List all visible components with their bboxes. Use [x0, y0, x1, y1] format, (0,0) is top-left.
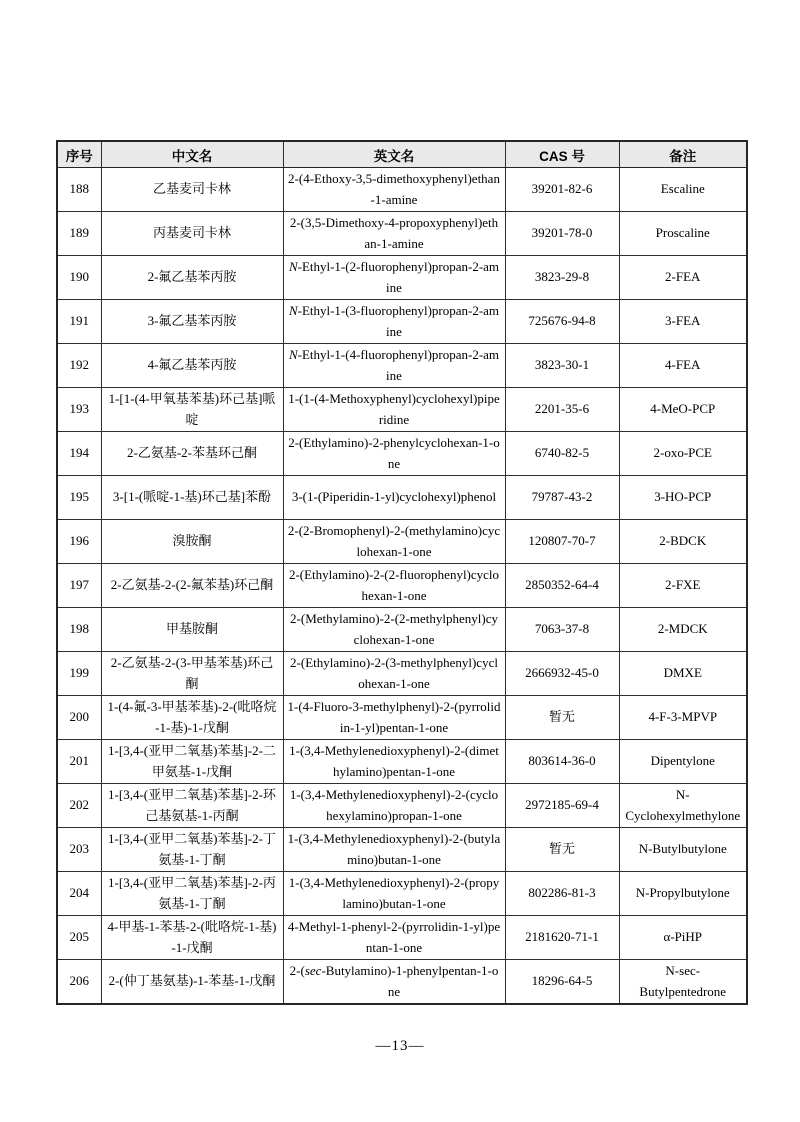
- cell-cas-number: 6740-82-5: [505, 432, 619, 476]
- cell-english-name: 1-(3,4-Methylenedioxyphenyl)-2-(propylamino)butan-1-one: [283, 872, 505, 916]
- cell-english-name: 2-(3,5-Dimethoxy-4-propoxyphenyl)ethan-1-amine: [283, 212, 505, 256]
- table-row: [57, 388, 747, 432]
- cell-serial: 200: [57, 696, 101, 740]
- column-header: 备注: [619, 141, 747, 168]
- cell-chinese-name: 1-[1-(4-甲氧基苯基)环己基]哌啶: [101, 388, 283, 432]
- table-row: [57, 564, 747, 608]
- table-row: [57, 740, 747, 784]
- cell-serial: 191: [57, 300, 101, 344]
- cell-chinese-name: 2-乙氨基-2-(3-甲基苯基)环己酮: [101, 652, 283, 696]
- cell-cas-number: 2181620-71-1: [505, 916, 619, 960]
- cell-cas-number: 2972185-69-4: [505, 784, 619, 828]
- cell-english-name: 4-Methyl-1-phenyl-2-(pyrrolidin-1-yl)pentan-1-one: [283, 916, 505, 960]
- cell-cas-number: 3823-30-1: [505, 344, 619, 388]
- cell-cas-number: 2850352-64-4: [505, 564, 619, 608]
- substances-table: [56, 140, 748, 1005]
- cell-remark: 4-F-3-MPVP: [619, 696, 747, 740]
- table-row: [57, 520, 747, 564]
- cell-cas-number: 802286-81-3: [505, 872, 619, 916]
- cell-chinese-name: 溴胺酮: [101, 520, 283, 564]
- cell-remark: 3-FEA: [619, 300, 747, 344]
- cell-chinese-name: 1-[3,4-(亚甲二氧基)苯基]-2-二甲氨基-1-戊酮: [101, 740, 283, 784]
- cell-cas-number: 2666932-45-0: [505, 652, 619, 696]
- cell-english-name: 2-(Ethylamino)-2-(2-fluorophenyl)cyclohexan-1-one: [283, 564, 505, 608]
- cell-remark: N-Cyclohexylmethylone: [619, 784, 747, 828]
- cell-cas-number: 803614-36-0: [505, 740, 619, 784]
- cell-english-name: 2-(2-Bromophenyl)-2-(methylamino)cyclohexan-1-one: [283, 520, 505, 564]
- cell-remark: 4-MeO-PCP: [619, 388, 747, 432]
- column-header: 中文名: [101, 141, 283, 168]
- cell-cas-number: 3823-29-8: [505, 256, 619, 300]
- cell-english-name: 1-(3,4-Methylenedioxyphenyl)-2-(cyclohexylamino)propan-1-one: [283, 784, 505, 828]
- cell-remark: 2-oxo-PCE: [619, 432, 747, 476]
- cell-cas-number: 18296-64-5: [505, 960, 619, 1005]
- cell-chinese-name: 甲基胺酮: [101, 608, 283, 652]
- cell-remark: N-Butylbutylone: [619, 828, 747, 872]
- cell-chinese-name: 1-[3,4-(亚甲二氧基)苯基]-2-丁氨基-1-丁酮: [101, 828, 283, 872]
- cell-chinese-name: 3-[1-(哌啶-1-基)环己基]苯酚: [101, 476, 283, 520]
- cell-chinese-name: 乙基麦司卡林: [101, 168, 283, 212]
- cell-cas-number: 725676-94-8: [505, 300, 619, 344]
- cell-english-name: N-Ethyl-1-(3-fluorophenyl)propan-2-amine: [283, 300, 505, 344]
- table-body: [57, 168, 747, 1005]
- cell-chinese-name: 3-氟乙基苯丙胺: [101, 300, 283, 344]
- cell-remark: Proscaline: [619, 212, 747, 256]
- cell-english-name: 2-(Ethylamino)-2-phenylcyclohexan-1-one: [283, 432, 505, 476]
- cell-english-name: 2-(4-Ethoxy-3,5-dimethoxyphenyl)ethan-1-amine: [283, 168, 505, 212]
- cell-cas-number: 79787-43-2: [505, 476, 619, 520]
- cell-serial: 196: [57, 520, 101, 564]
- cell-remark: Dipentylone: [619, 740, 747, 784]
- cell-remark: N-Propylbutylone: [619, 872, 747, 916]
- cell-serial: 203: [57, 828, 101, 872]
- table-row: [57, 828, 747, 872]
- table-row: [57, 696, 747, 740]
- cell-chinese-name: 4-氟乙基苯丙胺: [101, 344, 283, 388]
- cell-remark: 2-FXE: [619, 564, 747, 608]
- table-row: [57, 212, 747, 256]
- cell-serial: 197: [57, 564, 101, 608]
- cell-english-name: 1-(3,4-Methylenedioxyphenyl)-2-(dimethylamino)pentan-1-one: [283, 740, 505, 784]
- cell-serial: 202: [57, 784, 101, 828]
- cell-english-name: 3-(1-(Piperidin-1-yl)cyclohexyl)phenol: [283, 476, 505, 520]
- column-header: 英文名: [283, 141, 505, 168]
- cell-serial: 198: [57, 608, 101, 652]
- table-row: [57, 256, 747, 300]
- cell-serial: 193: [57, 388, 101, 432]
- cell-serial: 190: [57, 256, 101, 300]
- cell-serial: 192: [57, 344, 101, 388]
- cell-chinese-name: 2-乙氨基-2-(2-氟苯基)环己酮: [101, 564, 283, 608]
- table-row: [57, 608, 747, 652]
- table-row: [57, 784, 747, 828]
- table-row: [57, 432, 747, 476]
- table-header: [57, 141, 747, 168]
- cell-cas-number: 2201-35-6: [505, 388, 619, 432]
- cell-remark: α-PiHP: [619, 916, 747, 960]
- cell-serial: 204: [57, 872, 101, 916]
- cell-chinese-name: 1-(4-氟-3-甲基苯基)-2-(吡咯烷-1-基)-1-戊酮: [101, 696, 283, 740]
- table-row: [57, 652, 747, 696]
- cell-serial: 188: [57, 168, 101, 212]
- cell-chinese-name: 丙基麦司卡林: [101, 212, 283, 256]
- cell-remark: Escaline: [619, 168, 747, 212]
- cell-cas-number: 39201-78-0: [505, 212, 619, 256]
- cell-remark: 2-FEA: [619, 256, 747, 300]
- cell-chinese-name: 2-(仲丁基氨基)-1-苯基-1-戊酮: [101, 960, 283, 1005]
- cell-serial: 206: [57, 960, 101, 1005]
- cell-remark: 3-HO-PCP: [619, 476, 747, 520]
- table-row: [57, 344, 747, 388]
- table-row: [57, 300, 747, 344]
- header-row: [57, 141, 747, 168]
- cell-serial: 205: [57, 916, 101, 960]
- cell-english-name: 2-(Methylamino)-2-(2-methylphenyl)cyclohexan-1-one: [283, 608, 505, 652]
- cell-cas-number: 120807-70-7: [505, 520, 619, 564]
- cell-chinese-name: 2-氟乙基苯丙胺: [101, 256, 283, 300]
- cell-serial: 189: [57, 212, 101, 256]
- cell-english-name: N-Ethyl-1-(4-fluorophenyl)propan-2-amine: [283, 344, 505, 388]
- cell-serial: 201: [57, 740, 101, 784]
- cell-english-name: 1-(4-Fluoro-3-methylphenyl)-2-(pyrrolidin-1-yl)pentan-1-one: [283, 696, 505, 740]
- cell-serial: 199: [57, 652, 101, 696]
- cell-english-name: 2-(sec-Butylamino)-1-phenylpentan-1-one: [283, 960, 505, 1005]
- cell-english-name: 1-(3,4-Methylenedioxyphenyl)-2-(butylamino)butan-1-one: [283, 828, 505, 872]
- table-row: [57, 916, 747, 960]
- table-row: [57, 872, 747, 916]
- cell-chinese-name: 2-乙氨基-2-苯基环己酮: [101, 432, 283, 476]
- cell-remark: 4-FEA: [619, 344, 747, 388]
- cell-english-name: 1-(1-(4-Methoxyphenyl)cyclohexyl)piperidine: [283, 388, 505, 432]
- cell-remark: DMXE: [619, 652, 747, 696]
- column-header: CAS 号: [505, 141, 619, 168]
- cell-cas-number: 暂无: [505, 828, 619, 872]
- cell-remark: 2-MDCK: [619, 608, 747, 652]
- table-row: [57, 476, 747, 520]
- cell-cas-number: 7063-37-8: [505, 608, 619, 652]
- cell-cas-number: 39201-82-6: [505, 168, 619, 212]
- table-row: [57, 960, 747, 1005]
- cell-serial: 194: [57, 432, 101, 476]
- table-row: [57, 168, 747, 212]
- cell-english-name: N-Ethyl-1-(2-fluorophenyl)propan-2-amine: [283, 256, 505, 300]
- cell-english-name: 2-(Ethylamino)-2-(3-methylphenyl)cyclohexan-1-one: [283, 652, 505, 696]
- column-header: 序号: [57, 141, 101, 168]
- cell-remark: N-sec-Butylpentedrone: [619, 960, 747, 1005]
- cell-chinese-name: 4-甲基-1-苯基-2-(吡咯烷-1-基)-1-戊酮: [101, 916, 283, 960]
- cell-chinese-name: 1-[3,4-(亚甲二氧基)苯基]-2-环己基氨基-1-丙酮: [101, 784, 283, 828]
- cell-cas-number: 暂无: [505, 696, 619, 740]
- cell-serial: 195: [57, 476, 101, 520]
- page-number: —13—: [375, 1038, 425, 1054]
- cell-chinese-name: 1-[3,4-(亚甲二氧基)苯基]-2-丙氨基-1-丁酮: [101, 872, 283, 916]
- cell-remark: 2-BDCK: [619, 520, 747, 564]
